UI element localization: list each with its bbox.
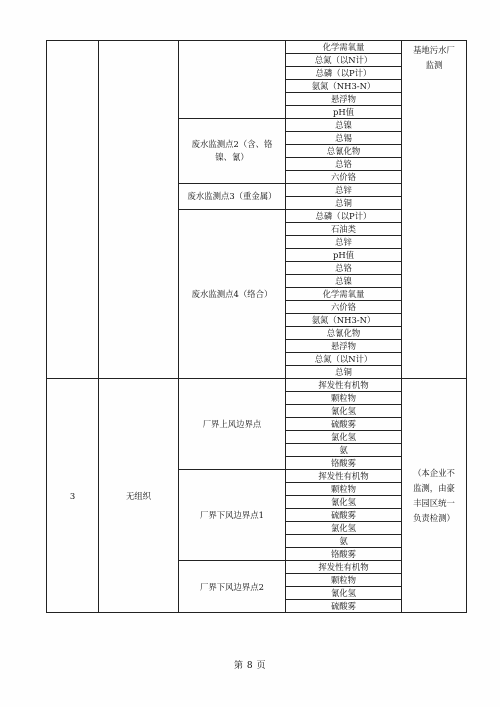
pollutant-cell: 氰化氢 <box>286 496 402 509</box>
monitoring-point-cell: 废水监测点2（含、铬镍、氰） <box>179 119 286 184</box>
monitoring-table-body <box>47 41 467 613</box>
pollutant-cell: 氨氮（NH3-N） <box>286 314 402 327</box>
pollutant-cell: 硫酸雾 <box>286 418 402 431</box>
pollutant-cell: 氰化氢 <box>286 405 402 418</box>
monitoring-point-cell: 厂界上风边界点 <box>179 379 286 470</box>
row-number-cell <box>47 41 99 379</box>
category-cell <box>99 41 179 379</box>
pollutant-cell: 颗粒物 <box>286 574 402 587</box>
pollutant-cell: 总磷（以P计） <box>286 210 402 223</box>
table-row <box>47 379 467 392</box>
pollutant-cell: 挥发性有机物 <box>286 561 402 574</box>
pollutant-cell: 总铬 <box>286 262 402 275</box>
remark-cell: （本企业不监测，由豪丰园区统一负责检测） <box>402 379 467 613</box>
pollutant-cell: pH值 <box>286 249 402 262</box>
category-cell: 无组织 <box>99 379 179 613</box>
pollutant-cell: 总锌 <box>286 236 402 249</box>
pollutant-cell: 氨氮（NH3-N） <box>286 80 402 93</box>
pollutant-cell: 氯化氢 <box>286 431 402 444</box>
pollutant-cell: 总镍 <box>286 275 402 288</box>
pollutant-cell: 总铬 <box>286 158 402 171</box>
remark-cell: 基地污水厂监测 <box>402 41 467 379</box>
pollutant-cell: 石油类 <box>286 223 402 236</box>
pollutant-cell: 总镍 <box>286 119 402 132</box>
pollutant-cell: 挥发性有机物 <box>286 470 402 483</box>
monitoring-table <box>46 40 467 613</box>
monitoring-point-cell <box>179 41 286 119</box>
monitoring-point-cell: 厂界下风边界点2 <box>179 561 286 613</box>
pollutant-cell: 总磷（以P计） <box>286 67 402 80</box>
table-row <box>47 41 467 54</box>
monitoring-point-cell: 废水监测点3（重金属） <box>179 184 286 210</box>
pollutant-cell: 氨 <box>286 444 402 457</box>
pollutant-cell: 化学需氧量 <box>286 41 402 54</box>
pollutant-cell: 总锌 <box>286 184 402 197</box>
pollutant-cell: 总氰化物 <box>286 145 402 158</box>
pollutant-cell: 颗粒物 <box>286 392 402 405</box>
row-number-cell: 3 <box>47 379 99 613</box>
pollutant-cell: 总铜 <box>286 366 402 379</box>
monitoring-point-cell: 废水监测点4（络合） <box>179 210 286 379</box>
page-number: 第 8 页 <box>234 661 266 671</box>
pollutant-cell: 挥发性有机物 <box>286 379 402 392</box>
pollutant-cell: 总铜 <box>286 197 402 210</box>
pollutant-cell: 铬酸雾 <box>286 548 402 561</box>
pollutant-cell: 硫酸雾 <box>286 600 402 613</box>
pollutant-cell: 总氮（以N计） <box>286 353 402 366</box>
pollutant-cell: 六价铬 <box>286 301 402 314</box>
pollutant-cell: 化学需氧量 <box>286 288 402 301</box>
pollutant-cell: 总锡 <box>286 132 402 145</box>
pollutant-cell: 颗粒物 <box>286 483 402 496</box>
pollutant-cell: 悬浮物 <box>286 93 402 106</box>
pollutant-cell: 氰化氢 <box>286 587 402 600</box>
monitoring-point-cell: 厂界下风边界点1 <box>179 470 286 561</box>
pollutant-cell: 总氰化物 <box>286 327 402 340</box>
pollutant-cell: 铬酸雾 <box>286 457 402 470</box>
pollutant-cell: 氨 <box>286 535 402 548</box>
pollutant-cell: 六价铬 <box>286 171 402 184</box>
pollutant-cell: pH值 <box>286 106 402 119</box>
pollutant-cell: 硫酸雾 <box>286 509 402 522</box>
pollutant-cell: 氯化氢 <box>286 522 402 535</box>
pollutant-cell: 总氮（以N计） <box>286 54 402 67</box>
pollutant-cell: 悬浮物 <box>286 340 402 353</box>
